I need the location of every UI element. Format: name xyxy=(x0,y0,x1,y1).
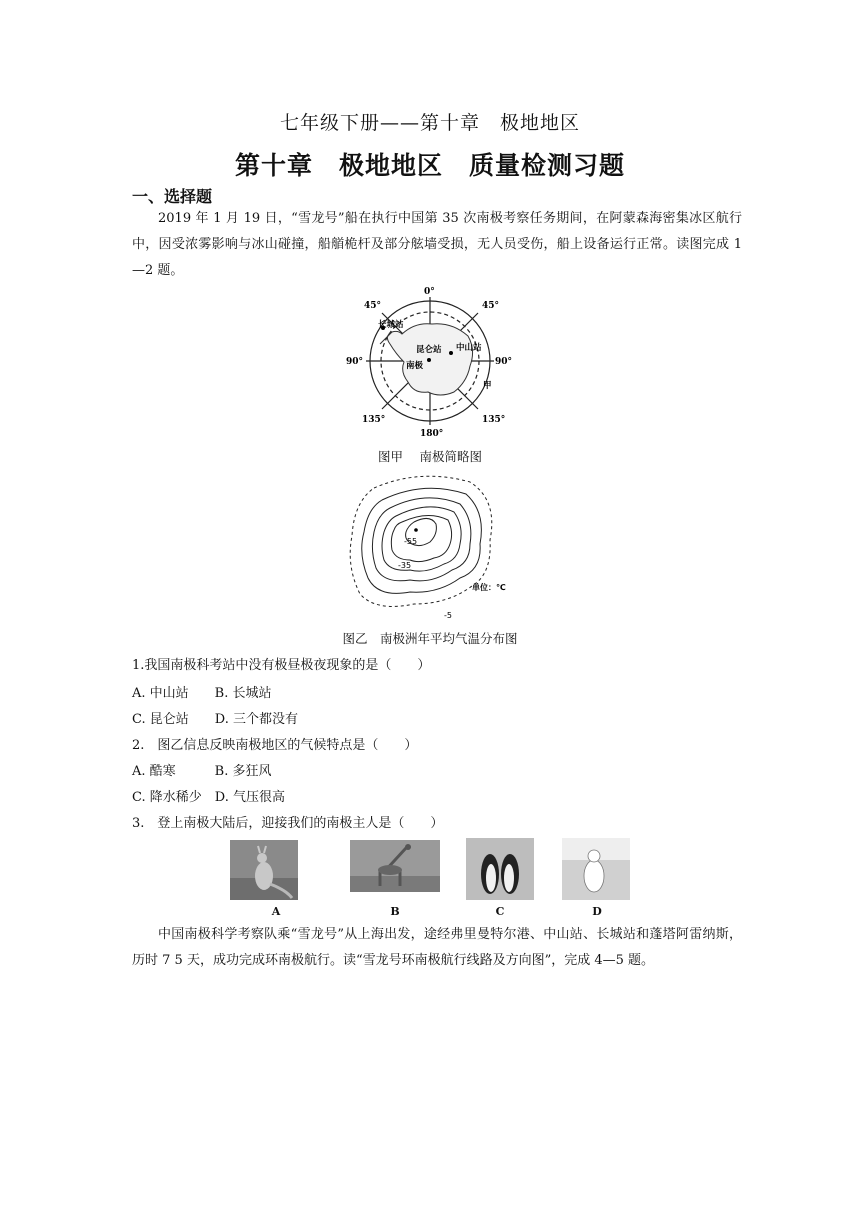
label-ne: 45° xyxy=(482,301,500,311)
isotherm-55: -55 xyxy=(404,537,418,546)
fig-a-caption: 图甲 南极简略图 xyxy=(378,449,482,464)
question-1-options-cd: C. 昆仑站 D. 三个都没有 xyxy=(132,712,298,727)
question-2-options-ab: A. 酷寒 B. 多狂风 xyxy=(132,764,272,779)
penguin-photo xyxy=(466,838,534,900)
option-d-label: D xyxy=(592,905,602,918)
label-bottom: 180° xyxy=(420,429,444,439)
option-c-label: C xyxy=(495,905,505,918)
question-2-options-cd: C. 降水稀少 D. 气压很高 xyxy=(132,790,285,805)
option-b-label: B xyxy=(390,905,400,918)
antarctica-map xyxy=(340,284,520,444)
label-sw: 135° xyxy=(362,415,386,425)
changcheng-label: 长城站 xyxy=(378,320,404,330)
question-1-options-ab: A. 中山站 B. 长城站 xyxy=(132,686,272,701)
document-header: 七年级下册——第十章 极地地区 xyxy=(279,112,580,134)
pole-label: 南极 xyxy=(406,361,424,371)
fig-b-caption: 图乙 南极洲年平均气温分布图 xyxy=(342,631,518,646)
zhongshan-label: 中山站 xyxy=(456,343,482,353)
polar-bear-photo xyxy=(562,838,630,900)
page-title: 第十章 极地地区 质量检测习题 xyxy=(234,151,625,180)
intro-paragraph: 2019 年 1 月 19 日，“雪龙号”船在执行中国第 35 次南极考察任务期间，在阿蒙森海密集冰区航行中，因受浓雾影响与冰山碰撞，船艏桅杆及部分舷墙受损，无人员受伤，船上设备运行正常。读图完成 1—2 题。 xyxy=(132,211,742,278)
label-e: 90° xyxy=(495,357,513,367)
label-0: 0° xyxy=(424,287,435,297)
kunlun-label: 昆仑站 xyxy=(416,345,442,355)
label-se: 135° xyxy=(482,415,506,425)
jia-label: 甲 xyxy=(483,381,492,391)
question-1-stem: 1.我国南极科考站中没有极昼极夜现象的是（ ） xyxy=(132,658,431,673)
question-3-stem: 3. 登上南极大陆后，迎接我们的南极主人是（ ） xyxy=(132,816,444,831)
isotherm-35: -35 xyxy=(398,561,412,570)
paragraph-2: 中国南极科学考察队乘“雪龙号”从上海出发，途经弗里曼特尔港、中山站、长城站和蓬塔阿雷纳斯，历时 7 5 天，成功完成环南极航行。读“雪龙号环南极航行线路及方向图”，完成 4—5 题。 xyxy=(132,927,742,968)
question-2-stem: 2. 图乙信息反映南极地区的气候特点是（ ） xyxy=(132,738,418,753)
unit-label: 单位：℃ xyxy=(472,583,506,592)
section-heading: 一、选择题 xyxy=(132,187,213,206)
kunlun-dot xyxy=(427,358,431,362)
temperature-map xyxy=(340,470,520,622)
zhongshan-dot xyxy=(449,351,453,355)
label-nw: 45° xyxy=(364,301,382,311)
giraffe-photo xyxy=(350,840,440,892)
label-w: 90° xyxy=(346,357,364,367)
option-a-label: A xyxy=(271,905,281,918)
isotherm-5: -5 xyxy=(444,611,452,620)
kangaroo-photo xyxy=(230,840,298,900)
